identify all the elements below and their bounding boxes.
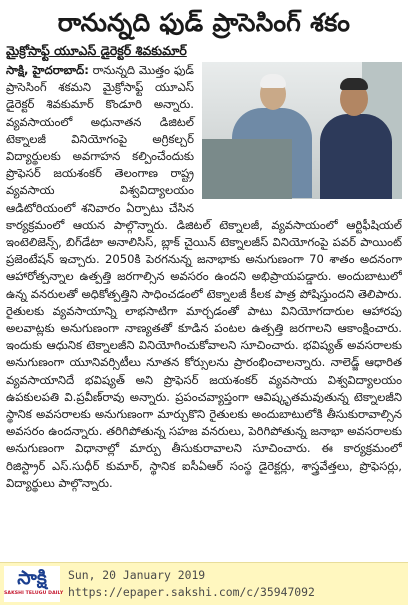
epaper-link[interactable]: https://epaper.sakshi.com/c/35947092	[68, 585, 315, 599]
article-body-text: రానున్నది మొత్తం ఫుడ్ ప్రాసెసింగ్ శకమని మైక్రోసాఫ్ట్ యూఎస్ డైరెక్టర్ శివకుమార్ కొండూరి అన్నారు. వ్యవసాయంలో అధునాతన డిజిటల్ టెక్నాలజీ వినియోగంపై అగ్రికల్చర్ విద్యార్థులకు అవగాహన కల్పించేందుకు ప్రొఫెసర్ జయశంకర్ తెలంగాణ రాష్ట్ర వ్యవసాయ విశ్వవిద్యాలయం ఆడిటోరియంలో శనివారం ఏర్పాటు చేసిన కార్యక్రమంలో ఆయన పాల్గొన్నారు. డిజిటల్ టెక్నాలజీ, వ్యవసాయంలో ఆర్టిఫీషియల్ ఇంటెలిజెన్స్, బిగ్‌డేటా అనాలిసిస్, బ్లాక్ చైయిన్ టెక్నాలజీస్ వినియోగంపై పవర్ పాయింట్ ప్రజెంటేషన్ ఇచ్చారు. 2050కి పెరగనున్న జనాభాకు అనుగుణంగా 70 శాతం అదనంగా ఆహారోత్పన్నాల ఉత్పత్తి జరగాల్సిన అవసరం ఉందని అభిప్రాయపడ్డారు. అందుబాటులో ఉన్న వనరులతో అధికోత్పత్తిని సాధించడంలో టెక్నాలజీ కీలక పాత్ర పోషిస్తుందని తెలిపారు. రైతులకు వ్యవసాయాన్ని లాభసాటిగా మార్చడంతో పాటు వినియోగదారుల ఆహారపు అలవాట్లకు అనుగుణంగా నాణ్యతతో కూడిన పంటల ఉత్పత్తి జరగాలని ఆకాంక్షించారు. ఇందుకు ఆధునిక టెక్నాలజీని వినియోగించుకోవాలని సూచించారు. భవిష్యత్ అవసరాలకు అనుగుణంగా యూనివర్సిటీలు నూతన కోర్సులను ప్రారంభించాలన్నారు. నాలెడ్జ్ ఆధారిత వ్యవసాయానిదే భవిష్యత్ అని ప్రొఫెసర్ జయశంకర్ వ్యవసాయ విశ్వవిద్యాలయం ఉపకులపతి వి.ప్రవీణ్‌రావు అన్నారు. ప్రపంచవ్యాప్తంగా ఆవిష్కృతమవుతున్న టెక్నాలజీని స్థానిక అవసరాలకు అనుగుణంగా మార్చుకొని రైతులకు అందుబాటులోకి తీసుకురావాల్సిన అవసరం ఉందన్నారు. తరిగిపోతున్న సహజ వనరులు, పెరిగిపోతున్న జనాభా అవసరాలకు అనుగుణంగా విధానాల్లో మార్పు తీసుకురావాలని సూచించారు. ఈ కార్యక్రమంలో రిజిస్ట్రార్ ఎస్.సుధీర్ కుమార్, స్థానిక ఐసీఏఆర్ సంస్థ డైరెక్టర్లు, శాస్త్రవేత్తలు, ప్రొఫెసర్లు, విద్యార్థులు పాల్గొన్నారు.	[6, 63, 402, 490]
article-story	[6, 62, 402, 492]
article-headline: రానున్నది ఫుడ్ ప్రాసెసింగ్ శకం	[57, 8, 351, 37]
epaper-footer	[0, 562, 408, 605]
footer-meta	[68, 567, 315, 601]
article-photo	[202, 62, 402, 199]
publication-date: Sun, 20 January 2019	[68, 568, 206, 582]
podium	[202, 139, 292, 199]
sakshi-logo	[4, 566, 64, 602]
logo-mark: సాక్షి	[17, 567, 47, 589]
article-subhead: మైక్రోసాఫ్ట్ యూఎస్ డైరెక్టర్ శివకుమార్	[6, 43, 187, 58]
news-clipping	[6, 6, 402, 562]
logo-caption: SAKSHI TELUGU DAILY	[4, 591, 64, 596]
article-dateline: సాక్షి, హైదరాబాద్:	[6, 63, 89, 77]
